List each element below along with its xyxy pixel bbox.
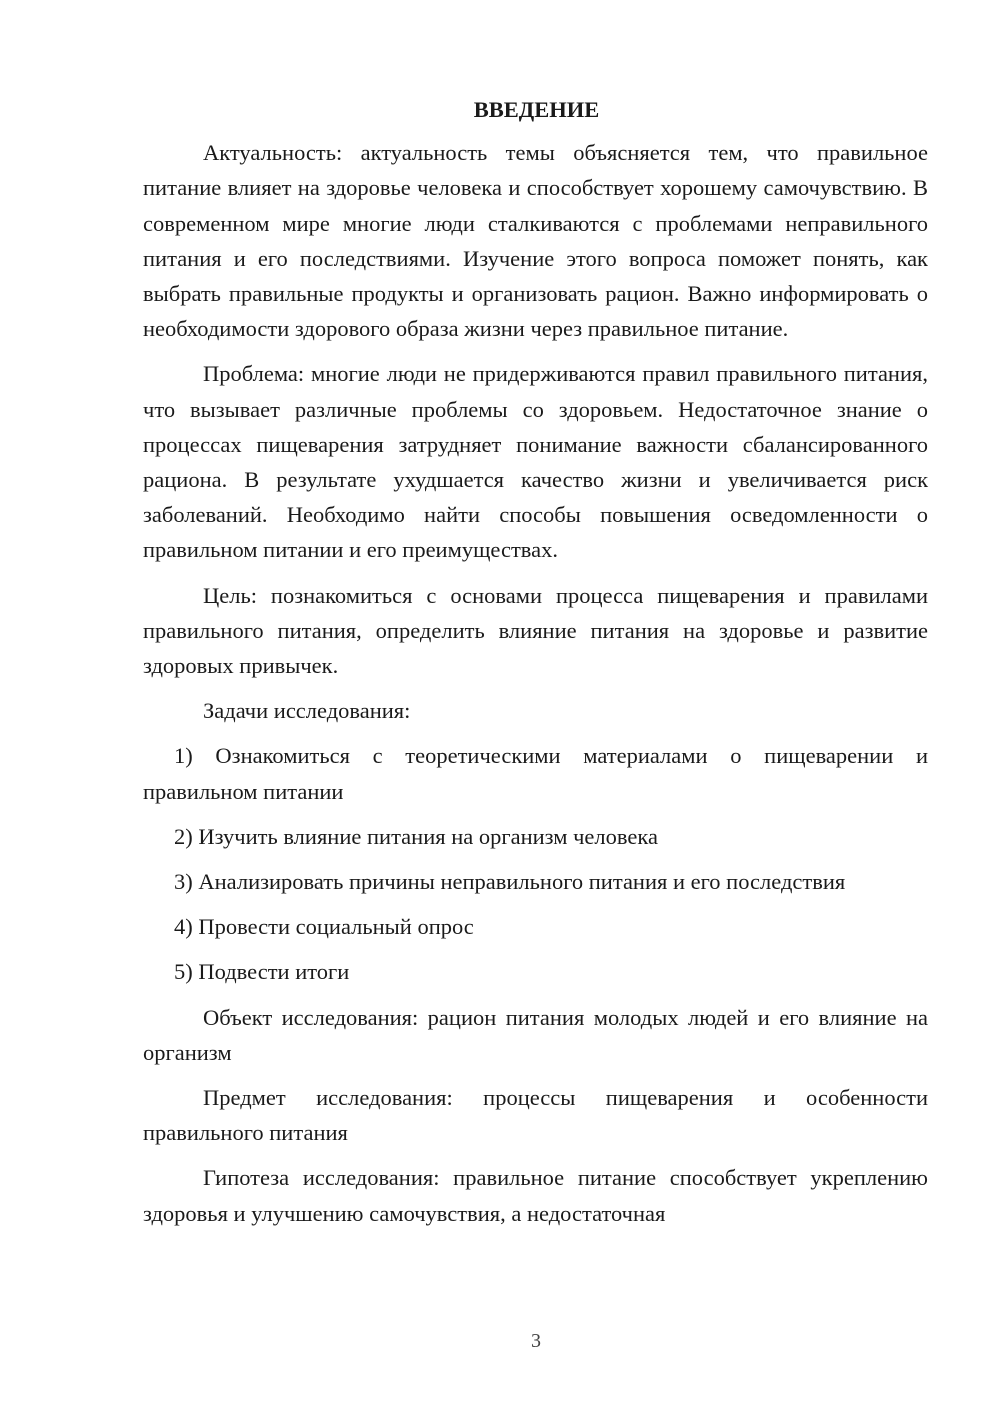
object-paragraph: Объект исследования: рацион питания молодых людей и его влияние на организм — [143, 1004, 928, 1065]
page-number: 3 — [531, 1330, 541, 1352]
page-title: ВВЕДЕНИЕ — [473, 97, 600, 122]
task-item: 4) Провести социальный опрос — [174, 914, 474, 940]
relevance-paragraph: Актуальность: актуальность темы объясняется тем, что правильное питание влияет на здоровье человека и способствует хорошему самочувствию. В современном мире многие люди сталкиваются с проблемами неправильного питания и его последствиями. Изучение этого вопроса поможет понять, как выбрать правильные продукты и организовать рацион. Важно информировать о необходимости здорового образа жизни через правильное питание. — [143, 140, 928, 342]
task-item: 1) Ознакомиться с теоретическими материалами о пищеварении и правильном питании — [143, 743, 928, 804]
subject-paragraph: Предмет исследования: процессы пищеварения и особенности правильного питания — [143, 1085, 928, 1146]
goal-paragraph: Цель: познакомиться с основами процесса пищеварения и правилами правильного питания, определить влияние питания на здоровье и развитие здоровых привычек. — [143, 582, 928, 679]
page-body — [143, 92, 928, 1231]
hypothesis-paragraph: Гипотеза исследования: правильное питание способствует укреплению здоровья и улучшению самочувствия, а недостаточная — [143, 1165, 928, 1226]
task-item: 5) Подвести итоги — [174, 959, 350, 985]
task-item: 3) Анализировать причины неправильного питания и его последствия — [174, 869, 846, 895]
task-item: 2) Изучить влияние питания на организм человека — [174, 823, 658, 849]
tasks-heading: Задачи исследования: — [203, 698, 411, 724]
problem-paragraph: Проблема: многие люди не придерживаются правил правильного питания, что вызывает различные проблемы со здоровьем. Недостаточное знание о процессах пищеварения затрудняет понимание важности сбалансированного рациона. В результате ухудшается качество жизни и увеличивается риск заболеваний. Необходимо найти способы повышения осведомленности о правильном питании и его преимуществах. — [143, 361, 928, 563]
